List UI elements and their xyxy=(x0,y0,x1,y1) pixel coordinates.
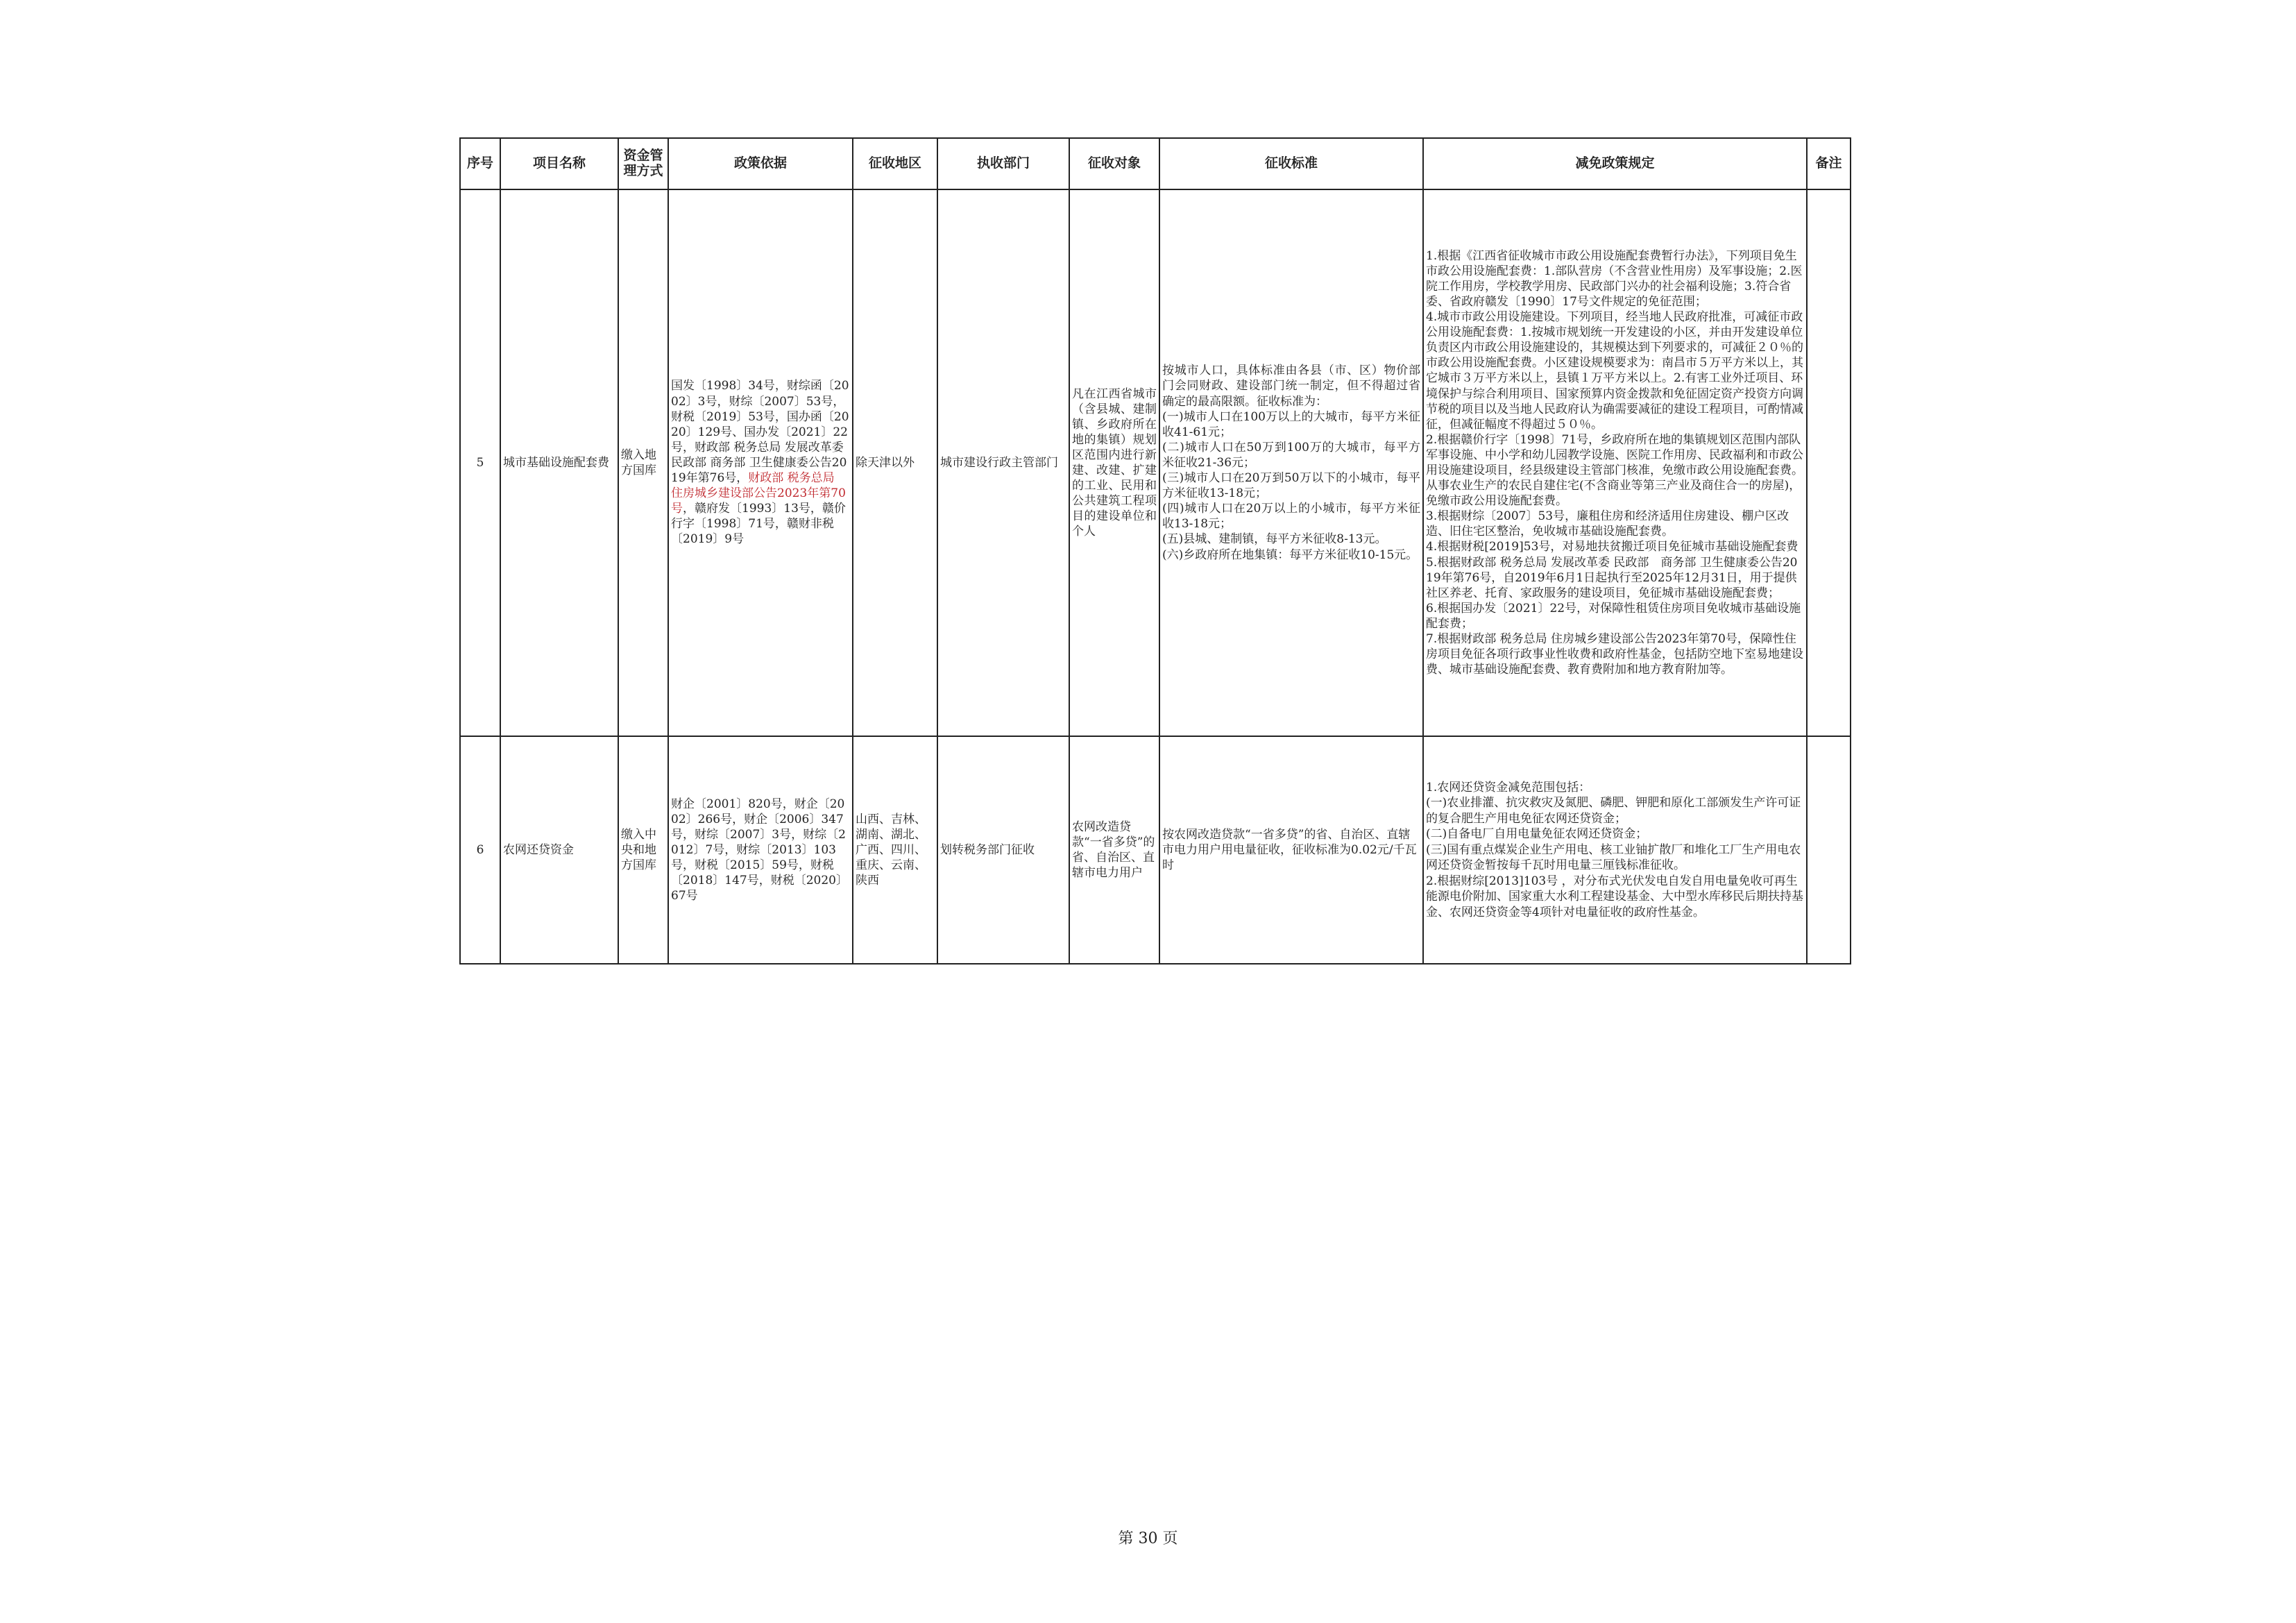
exemption-line: 4.根据财税[2019]53号，对易地扶贫搬迁项目免征城市基础设施配套费 xyxy=(1426,540,1798,554)
exemption-line: 2.根据赣价行字〔1998〕71号，乡政府所在地的集镇规划区范围内部队军事设施、中小学和幼儿园教学设施、医院工作用房、民政福利和市政公用设施建设项目，经县级建设主管部门核准，免缴市政公用设施配套费。从事农业生产的农民自建住宅(不含商业等第三产业及商住合一的房屋)，免缴市政公用设施配套费。 xyxy=(1426,432,1803,509)
cell-name: 农网还贷资金 xyxy=(500,736,618,964)
cell-seq: 5 xyxy=(460,189,500,736)
exemption-line: 2.根据财综[2013]103号 ，对分布式光伏发电自发自用电量免收可再生能源电价附加、国家重大水利工程建设基金、大中型水库移民后期扶持基金、农网还贷资金等4项针对电量征收的政府性基金。 xyxy=(1426,874,1803,919)
exemption-line: (一)农业排灌、抗灾救灾及氮肥、磷肥、钾肥和原化工部颁发生产许可证的复合肥生产用电免征农网还贷资金； xyxy=(1426,796,1801,826)
cell-fund: 缴入中央和地方国库 xyxy=(618,736,668,964)
table-row xyxy=(460,736,1851,964)
cell-basis xyxy=(668,189,853,736)
standard-line: (二)城市人口在50万到100万的大城市，每平方米征收21-36元； xyxy=(1162,440,1420,470)
exemption-line: 1.农网还贷资金减免范围包括： xyxy=(1426,781,1591,795)
header-fund: 资金管理方式 xyxy=(618,138,668,189)
exemption-line: 7.根据财政部 税务总局 住房城乡建设部公告2023年第70号，保障性住房项目免征各项行政事业性收费和政府性基金，包括防空地下室易地建设费、城市基础设施配套费、教育费附加和地方教育附加等。 xyxy=(1426,632,1803,677)
exemption-line: 5.根据财政部 税务总局 发展改革委 民政部 商务部 卫生健康委公告2019年第76号，自2019年6月1日起执行至2025年12月31日，用于提供社区养老、托育、家政服务的建设项目，免征城市基础设施配套费； xyxy=(1426,555,1798,600)
standard-line: (五)县城、建制镇，每平方米征收8-13元。 xyxy=(1162,532,1387,547)
cell-remark xyxy=(1807,189,1851,736)
exemption-line: (二)自备电厂自用电量免征农网还贷资金； xyxy=(1426,827,1648,842)
standard-line: (六)乡政府所在地集镇：每平方米征收10-15元。 xyxy=(1162,547,1418,562)
fee-policy-table xyxy=(459,137,1851,965)
cell-standard xyxy=(1159,189,1423,736)
header-row xyxy=(460,138,1851,189)
cell-exemption xyxy=(1423,189,1807,736)
cell-region: 除天津以外 xyxy=(853,189,937,736)
cell-region: 山西、吉林、湖南、湖北、广西、四川、重庆、云南、陕西 xyxy=(853,736,937,964)
exemption-line: 1.根据《江西省征收城市市政公用设施配套费暂行办法》，下列项目免生市政公用设施配套费：1.部队营房（不含营业性用房）及军事设施；2.医院工作用房，学校教学用房、民政部门兴办的社会福利设施；3.符合省委、省政府赣发〔1990〕17号文件规定的免征范围； xyxy=(1426,248,1803,309)
cell-fund: 缴入地方国库 xyxy=(618,189,668,736)
cell-name: 城市基础设施配套费 xyxy=(500,189,618,736)
header-standard: 征收标准 xyxy=(1159,138,1423,189)
exemption-line: (三)国有重点煤炭企业生产用电、核工业铀扩散厂和堆化工厂生产用电农网还贷资金暂按每千瓦时用电量三厘钱标准征收。 xyxy=(1426,842,1801,873)
cell-dept: 城市建设行政主管部门 xyxy=(937,189,1069,736)
header-basis: 政策依据 xyxy=(668,138,853,189)
page-number: 第 30 页 xyxy=(1118,1530,1178,1547)
header-name: 项目名称 xyxy=(500,138,618,189)
cell-dept: 划转税务部门征收 xyxy=(937,736,1069,964)
basis-text: 国发〔1998〕34号，财综函〔2002〕3号，财综〔2007〕53号，财税〔2019〕53号，国办函〔2020〕129号、国办发〔2021〕22号，财政部 税务总局 发展改革委 民政部 商务部 卫生健康委公告2019年第76号， xyxy=(671,379,849,486)
cell-target: 农网改造贷款“一省多贷”的省、自治区、直辖市电力用户 xyxy=(1069,736,1159,964)
basis-highlight: 财政部 税务总局 住房城乡建设部公告2023年第70号 xyxy=(671,471,846,516)
cell-seq: 6 xyxy=(460,736,500,964)
standard-line: (一)城市人口在100万以上的大城市，每平方米征收41-61元； xyxy=(1162,409,1420,439)
exemption-line: 6.根据国办发〔2021〕22号，对保障性租赁住房项目免收城市基础设施配套费； xyxy=(1426,601,1801,631)
exemption-line: 3.根据财综〔2007〕53号，廉租住房和经济适用住房建设、棚户区改造、旧住宅区整治，免收城市基础设施配套费。 xyxy=(1426,509,1789,539)
table-row xyxy=(460,189,1851,736)
cell-standard: 按农网改造贷款“一省多贷”的省、自治区、直辖市电力用户用电量征收，征收标准为0.02元/千瓦时 xyxy=(1159,736,1423,964)
cell-remark xyxy=(1807,736,1851,964)
header-seq: 序号 xyxy=(460,138,500,189)
basis-text-tail: ，赣府发〔1993〕13号，赣价行字〔1998〕71号，赣财非税〔2019〕9号 xyxy=(671,502,846,547)
exemption-line: 4.城市市政公用设施建设。下列项目，经当地人民政府批准，可减征市政公用设施配套费：1.按城市规划统一开发建设的小区，并由开发建设单位负责区内市政公用设施建设的，其规模达到下列要求的，可减征２０％的市政公用设施配套费。小区建设规模要求为：南昌市５万平方米以上，其它城市３万平方米以上，县镇１万平方米以上。2.有害工业外迁项目、环境保护与综合利用项目、国家预算内资金拨款和免征固定资产投资方向调节税的项目以及当地人民政府认为确需要减征的建设工程项目，可酌情减征，但减征幅度不得超过５０％。 xyxy=(1426,310,1803,432)
cell-target: 凡在江西省城市（含县城、建制镇、乡政府所在地的集镇）规划区范围内进行新建、改建、扩建的工业、民用和公共建筑工程项目的建设单位和个人 xyxy=(1069,189,1159,736)
standard-line: (四)城市人口在20万以上的小城市，每平方米征收13-18元； xyxy=(1162,502,1420,532)
standard-line: (三)城市人口在20万到50万以下的小城市，每平方米征收13-18元； xyxy=(1162,471,1420,501)
header-region: 征收地区 xyxy=(853,138,937,189)
cell-basis: 财企〔2001〕820号，财企〔2002〕266号，财企〔2006〕347号，财综〔2007〕3号，财综〔2012〕7号，财综〔2013〕103号，财税〔2015〕59号，财税〔2018〕147号，财税〔2020〕67号 xyxy=(668,736,853,964)
header-remark: 备注 xyxy=(1807,138,1851,189)
header-target: 征收对象 xyxy=(1069,138,1159,189)
cell-exemption xyxy=(1423,736,1807,964)
header-exemption: 减免政策规定 xyxy=(1423,138,1807,189)
header-dept: 执收部门 xyxy=(937,138,1069,189)
standard-line: 按城市人口，具体标准由各县（市、区）物价部门会同财政、建设部门统一制定，但不得超过省确定的最高限额。征收标准为： xyxy=(1162,364,1420,409)
